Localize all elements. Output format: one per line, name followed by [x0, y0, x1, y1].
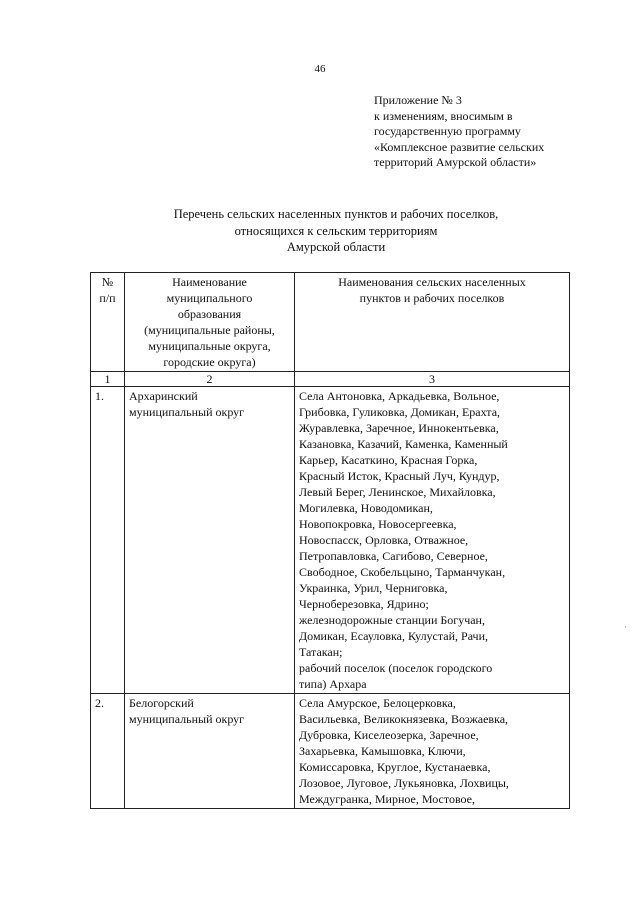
- locality-line: Дубровка, Киселеозерка, Заречное,: [299, 728, 479, 742]
- locality-line: Новопокровка, Новосергеевка,: [299, 517, 457, 531]
- appendix-heading: [374, 93, 624, 171]
- localities-list: [295, 387, 570, 694]
- header-line: Наименования сельских населенных: [338, 275, 526, 289]
- page-number: 46: [314, 63, 326, 75]
- locality-line: Села Антоновка, Аркадьевка, Вольное,: [299, 389, 500, 403]
- appendix-line: государственную программу: [374, 124, 521, 138]
- locality-line: Свободное, Скобельцыно, Тарманчукан,: [299, 565, 506, 579]
- appendix-line: территорий Амурской области»: [374, 155, 537, 169]
- locality-line: железнодорожные станции Богучан,: [299, 613, 485, 627]
- table-row: [91, 694, 570, 809]
- locality-line: рабочий поселок (поселок городского: [299, 661, 493, 675]
- locality-line: Междугранка, Мирное, Мостовое,: [299, 792, 476, 806]
- settlements-table: [90, 272, 570, 809]
- locality-line: Села Амурское, Белоцерковка,: [299, 696, 456, 710]
- row-number: 2.: [91, 694, 125, 809]
- locality-line: Красный Исток, Красный Луч, Кундур,: [299, 469, 500, 483]
- locality-line: Лозовое, Луговое, Лукьяновка, Лохвицы,: [299, 776, 509, 790]
- locality-line: Карьер, Касаткино, Красная Горка,: [299, 453, 478, 467]
- header-line: Наименование: [172, 275, 247, 289]
- locality-line: Черноберезовка, Ядрино;: [299, 597, 429, 611]
- table-row: [91, 387, 570, 694]
- appendix-line: Приложение № 3: [374, 93, 462, 107]
- margin-mark: ·: [624, 622, 627, 632]
- locality-line: типа) Архара: [299, 677, 367, 691]
- municipality-line: муниципальный округ: [129, 712, 245, 726]
- header-localities: [295, 273, 570, 372]
- locality-line: Васильевка, Великокнязевка, Возжаевка,: [299, 712, 509, 726]
- header-municipality: [125, 273, 295, 372]
- title-line: относящихся к сельским территориям: [234, 223, 438, 238]
- locality-line: Журавлевка, Заречное, Иннокентьевка,: [299, 421, 499, 435]
- header-line: (муниципальные районы,: [144, 323, 275, 337]
- header-line: муниципального: [166, 291, 253, 305]
- table-header-row: [91, 273, 570, 372]
- municipality-name: [125, 694, 295, 809]
- municipality-line: Белогорский: [129, 696, 194, 710]
- locality-line: Новоспасск, Орловка, Отважное,: [299, 533, 469, 547]
- locality-line: Татакан;: [299, 645, 343, 659]
- header-line: образования: [177, 307, 242, 321]
- header-number: [91, 273, 125, 372]
- document-title: [0, 206, 640, 256]
- locality-line: Могилевка, Новодомикан,: [299, 501, 433, 515]
- locality-line: Комиссаровка, Круглое, Кустанаевка,: [299, 760, 491, 774]
- locality-line: Грибовка, Гуликовка, Домикан, Ерахта,: [299, 405, 501, 419]
- title-line: Амурской области: [286, 240, 386, 254]
- header-line: п/п: [99, 291, 116, 305]
- locality-line: Украинка, Урил, Черниговка,: [299, 581, 448, 595]
- column-number: 2: [125, 372, 295, 387]
- localities-list: [295, 694, 570, 809]
- locality-line: Захарьевка, Камышовка, Ключи,: [299, 744, 466, 758]
- title-line: Перечень сельских населенных пунктов и рабочих поселков,: [173, 207, 499, 221]
- row-number: 1.: [91, 387, 125, 694]
- municipality-line: муниципальный округ: [129, 405, 245, 419]
- locality-line: Левый Берег, Ленинское, Михайловка,: [299, 485, 496, 499]
- header-line: муниципальные округа,: [148, 339, 271, 353]
- column-number: 3: [295, 372, 570, 387]
- appendix-line: к изменениям, вносимым в: [374, 108, 513, 123]
- locality-line: Петропавловка, Сагибово, Северное,: [299, 549, 488, 563]
- header-line: №: [101, 275, 114, 289]
- municipality-name: [125, 387, 295, 694]
- locality-line: Домикан, Есауловка, Кулустай, Рачи,: [299, 629, 488, 643]
- municipality-line: Архаринский: [129, 389, 198, 403]
- appendix-line: «Комплексное развитие сельских: [374, 139, 545, 154]
- column-number-row: [91, 372, 570, 387]
- column-number: 1: [91, 372, 125, 387]
- header-line: пунктов и рабочих поселков: [359, 291, 505, 305]
- header-line: городские округа): [163, 355, 256, 369]
- locality-line: Казановка, Казачий, Каменка, Каменный: [299, 437, 508, 451]
